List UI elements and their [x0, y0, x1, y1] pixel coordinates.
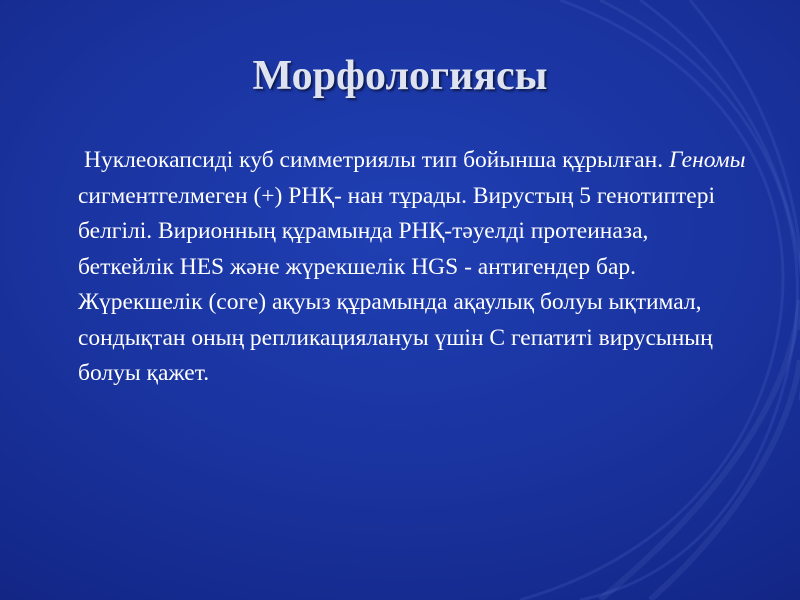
slide-title: Морфологиясы — [252, 53, 548, 99]
slide-body-paragraph — [78, 143, 750, 392]
paragraph-italic-term: Геномы — [668, 147, 746, 173]
paragraph-text-part2: сигментгелмеген (+) РНҚ- нан тұрады. Вирустың 5 генотиптері белгілі. Вирионның құрамында РНҚ-тәуелді протеиназа, беткейлік HES және жүрекшелік HGS - антигендер бар. Жүрекшелік (соге) ақуыз құрамында ақаулық болуы ықтимал, сондықтан оның репликациялануы үшін С гепатиті вирусының болуы қажет. — [78, 182, 716, 386]
paragraph-text-part1: Нуклеокапсиді куб симметриялы тип бойынша құрылған. — [84, 147, 669, 173]
